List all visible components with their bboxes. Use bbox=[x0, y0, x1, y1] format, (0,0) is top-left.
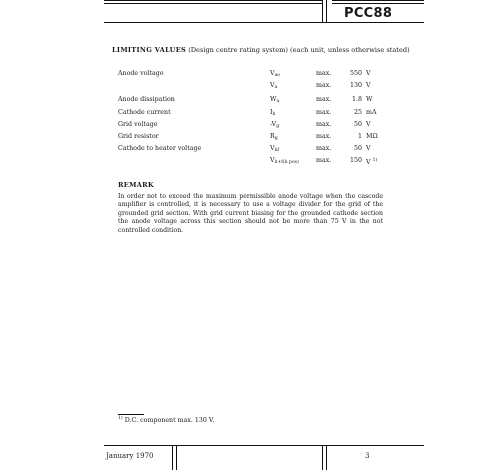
footnote-rule bbox=[118, 414, 144, 415]
row-unit: V bbox=[366, 70, 371, 77]
row-value: 25 bbox=[353, 109, 362, 116]
footnote-ref: 1) bbox=[372, 158, 378, 163]
header-separator bbox=[104, 22, 424, 23]
row-unit: V bbox=[366, 82, 371, 89]
row-value: 150 bbox=[349, 157, 362, 164]
row-symbol: $R_g$ bbox=[270, 133, 278, 141]
row-unit: W bbox=[366, 96, 373, 103]
footer-divider bbox=[172, 445, 173, 470]
row-unit: mA bbox=[366, 109, 377, 116]
limiting-values-subtitle: (Design centre rating system) (each unit, unless otherwise stated) bbox=[188, 46, 410, 54]
row-label: Anode dissipation bbox=[118, 96, 175, 103]
row-symbol: $W_a$ bbox=[270, 96, 280, 104]
header-divider bbox=[322, 0, 323, 22]
row-symbol: $V_{ao}$ bbox=[270, 70, 281, 78]
limiting-values-heading bbox=[112, 46, 412, 56]
remark-text: In order not to exceed the maximum permissible anode voltage when the cascode amplifier is controlled, it is necessary to use a voltage divider for the grid of the grounded grid section. With grid current biasing for the grounded cathode section the anode voltage across this section should not be more than 75 V in the not controlled condition. bbox=[118, 193, 383, 234]
row-qualifier: max. bbox=[316, 82, 332, 89]
table-row bbox=[118, 119, 418, 131]
table-row bbox=[118, 107, 418, 119]
row-label: Grid voltage bbox=[118, 121, 158, 128]
row-symbol: $V_{kf}$ bbox=[270, 145, 280, 153]
row-qualifier: max. bbox=[316, 109, 332, 116]
row-symbol: $V_{k+f(k pos)}$ bbox=[270, 157, 299, 165]
row-label: Cathode to heater voltage bbox=[118, 145, 202, 152]
table-row bbox=[118, 155, 418, 167]
row-label: Cathode current bbox=[118, 109, 171, 116]
header-divider bbox=[326, 0, 327, 22]
top-frame-line bbox=[104, 3, 322, 4]
row-unit: MΩ bbox=[366, 133, 378, 140]
remark-title: REMARK bbox=[118, 181, 154, 189]
footnote-mark: 1) bbox=[118, 416, 123, 421]
row-qualifier: max. bbox=[316, 96, 332, 103]
row-symbol: $-V_g$ bbox=[270, 121, 280, 129]
footer-date: January 1970 bbox=[106, 452, 154, 460]
top-frame-line bbox=[104, 0, 322, 1]
footnote-text: D.C. component max. 130 V. bbox=[124, 417, 215, 424]
row-label: Grid resistor bbox=[118, 133, 159, 140]
row-unit: V bbox=[366, 121, 371, 128]
table-row bbox=[118, 94, 418, 106]
footer-divider bbox=[326, 445, 327, 470]
row-value: 550 bbox=[349, 70, 362, 77]
row-qualifier: max. bbox=[316, 157, 332, 164]
footer-divider bbox=[176, 445, 177, 470]
footer-separator bbox=[104, 445, 424, 446]
tube-type-number: PCC88 bbox=[344, 6, 393, 21]
row-value: 50 bbox=[353, 145, 362, 152]
footer-divider bbox=[322, 445, 323, 470]
top-frame-line bbox=[332, 3, 424, 4]
row-unit: V $^{1)}$ bbox=[366, 158, 378, 166]
table-row bbox=[118, 80, 418, 92]
top-frame-line bbox=[332, 0, 424, 1]
row-qualifier: max. bbox=[316, 133, 332, 140]
table-row bbox=[118, 68, 418, 80]
row-value: 1.8 bbox=[351, 96, 362, 103]
row-qualifier: max. bbox=[316, 145, 332, 152]
row-symbol: $I_k$ bbox=[270, 109, 276, 117]
row-qualifier: max. bbox=[316, 121, 332, 128]
row-qualifier: max. bbox=[316, 70, 332, 77]
row-value: 130 bbox=[349, 82, 362, 89]
page-number: 3 bbox=[365, 452, 370, 460]
row-value: 50 bbox=[353, 121, 362, 128]
footnote bbox=[118, 416, 214, 424]
row-symbol: $V_a$ bbox=[270, 82, 278, 90]
row-value: 1 bbox=[357, 133, 362, 140]
table-row bbox=[118, 131, 418, 143]
table-row bbox=[118, 143, 418, 155]
limiting-values-title: LIMITING VALUES bbox=[112, 46, 187, 54]
row-unit: V bbox=[366, 145, 371, 152]
row-label: Anode voltage bbox=[118, 70, 164, 77]
